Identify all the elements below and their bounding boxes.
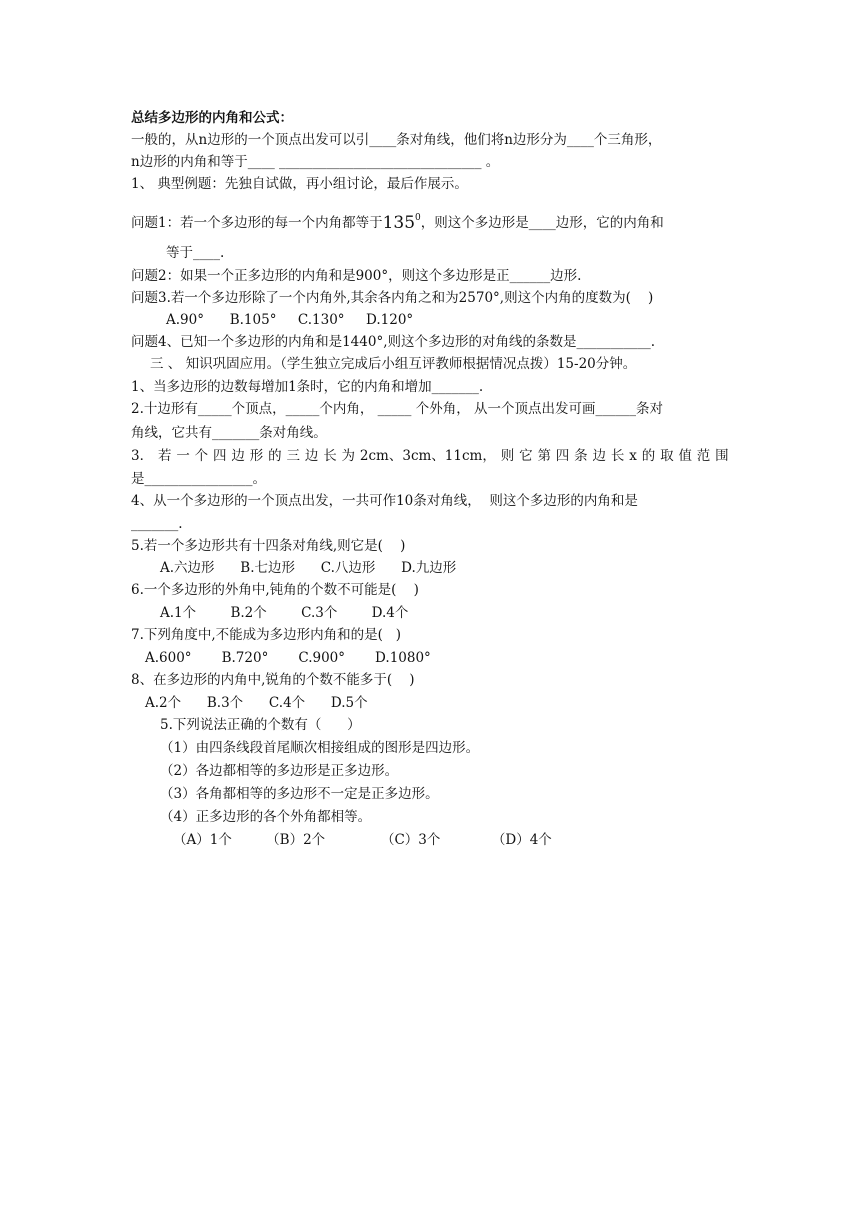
degree-superscript: 0	[415, 213, 421, 223]
problem-7-options: A.600° B.720° C.900° D.1080°	[145, 650, 431, 666]
problem-4-line-2: _______.	[131, 516, 183, 532]
p3-token: 四	[555, 448, 570, 464]
question-1-text-b: ，则这个多边形是____边形，它的内角和	[420, 215, 664, 231]
problem-2-line-1: 2.十边形有_____个顶点，_____个内角， _____ 个外角， 从一个顶点出发可画______条对	[131, 401, 664, 417]
summary-line-2: n边形的内角和等于____ ______________________________ 。	[131, 154, 500, 170]
problem-9-options: （A）1个 （B）2个 （C）3个 （D）4个	[173, 832, 552, 848]
p3-token: 长	[323, 448, 337, 464]
section-1-heading: 1、 典型例题：先独自试做，再小组讨论，最后作展示。	[131, 176, 468, 192]
summary-heading: 总结多边形的内角和公式：	[131, 110, 293, 126]
p3-token: 一	[176, 448, 190, 464]
problem-6-options: A.1个 B.2个 C.3个 D.4个	[160, 605, 409, 621]
problem-7: 7.下列角度中,不能成为多边形内角和的是( )	[131, 627, 402, 643]
problem-9-item: （3）各角都相等的多边形不一定是正多边形。	[160, 786, 439, 802]
section-3-heading: 三 、 知识巩固应用。（学生独立完成后小组互评教师根据情况点拨）15-20分钟。	[150, 356, 637, 372]
p3-token: 的	[268, 448, 282, 464]
question-4: 问题4、已知一个多边形的内角和是1440°,则这个多边形的对角线的条数是___________.	[131, 334, 656, 350]
p3-token: 为	[341, 448, 356, 464]
problem-4-line-1: 4、从一个多边形的一个顶点出发，一共可作10条对角线， 则这个多边形的内角和是	[131, 493, 638, 509]
p3-token: 形	[249, 448, 264, 464]
p3-token: 2cm、3cm、11cm，	[359, 448, 496, 464]
p3-token: 若	[157, 448, 172, 464]
p3-token: 个	[194, 448, 209, 464]
problem-9-item: （2）各边都相等的多边形是正多边形。	[160, 763, 399, 779]
problem-3-line-2: 是________________。	[131, 471, 266, 487]
summary-line-1: 一般的，从n边形的一个顶点出发可以引____条对角线，他们将n边形分为____个三角形，	[131, 132, 662, 148]
angle-value: 135	[382, 213, 416, 233]
p3-token: 长	[610, 448, 625, 464]
p3-token: 则	[500, 448, 515, 464]
p3-token: 围	[715, 448, 729, 464]
p3-token: 四	[213, 448, 227, 464]
p3-token: 三	[286, 448, 300, 464]
problem-5: 5.若一个多边形共有十四条对角线,则它是( )	[131, 538, 406, 554]
problem-9-item: （4）正多边形的各个外角都相等。	[160, 809, 372, 825]
question-2: 问题2：如果一个正多边形的内角和是900°，则这个多边形是正______边形.	[131, 268, 582, 284]
problem-1: 1、当多边形的边数每增加1条时，它的内角和增加_______.	[131, 379, 484, 395]
p3-token: 边	[231, 448, 245, 464]
p3-token: 的	[641, 448, 656, 464]
p3-token: 第	[537, 448, 551, 464]
question-1-line-1	[131, 209, 664, 232]
p3-token: 范	[696, 448, 711, 464]
problem-5-options: A.六边形 B.七边形 C.八边形 D.九边形	[160, 560, 457, 576]
question-3-options: A.90° B.105° C.130° D.120°	[166, 312, 414, 328]
p3-token: 3．	[131, 448, 154, 464]
problem-2-line-2: 角线，它共有_______条对角线。	[131, 425, 327, 441]
p3-token: 条	[574, 448, 588, 464]
p3-token: 它	[519, 448, 533, 464]
p3-token: 边	[304, 448, 319, 464]
problem-9-item: （1）由四条线段首尾顺次相接组成的图形是四边形。	[160, 740, 480, 756]
problem-6: 6.一个多边形的外角中,钝角的个数不可能是( )	[131, 582, 419, 598]
problem-9: 5.下列说法正确的个数有（ ）	[160, 717, 361, 733]
p3-token: x	[629, 448, 637, 464]
problem-8-options: A.2个 B.3个 C.4个 D.5个	[145, 695, 368, 711]
p3-token: 边	[592, 448, 607, 464]
question-3: 问题3.若一个多边形除了一个内角外,其余各内角之和为2570°,则这个内角的度数为( )	[131, 290, 654, 306]
question-1-text-a: 问题1：若一个多边形的每一个内角都等于	[131, 215, 383, 231]
problem-8: 8、在多边形的内角中,锐角的个数不能多于( )	[131, 672, 415, 688]
p3-token: 值	[678, 448, 692, 464]
problem-3-line-1	[131, 447, 729, 465]
question-1-line-2: 等于____.	[166, 245, 225, 261]
p3-token: 取	[660, 448, 674, 464]
